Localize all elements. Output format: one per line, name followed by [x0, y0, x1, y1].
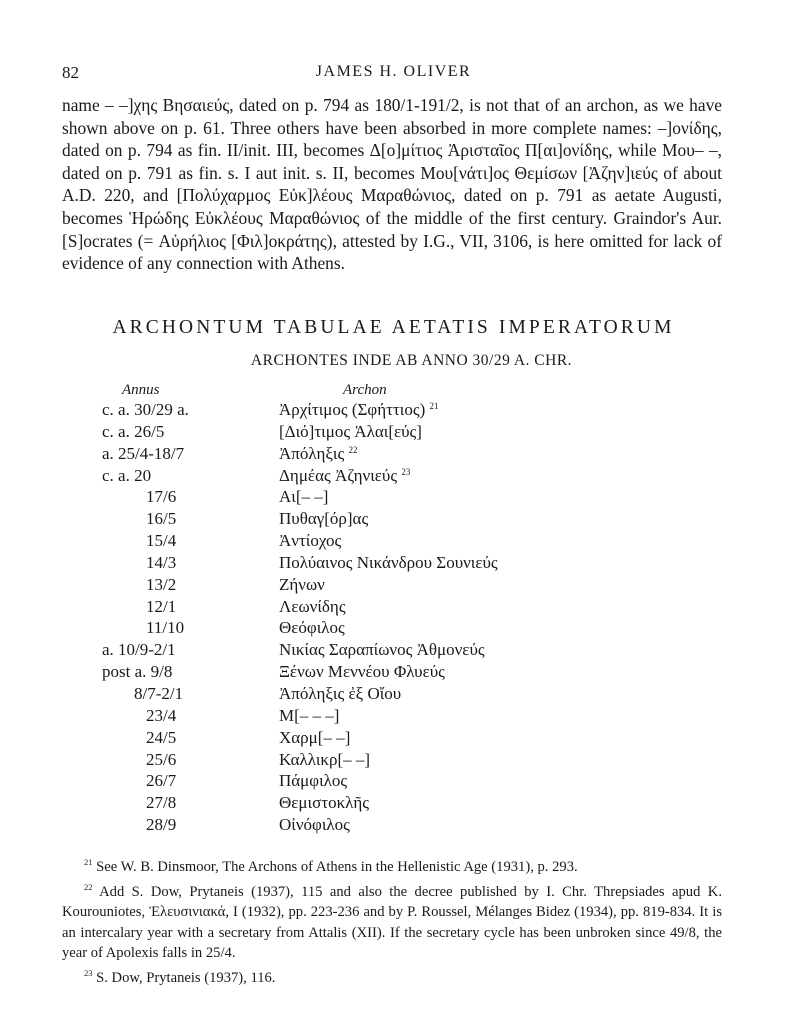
archon-cell: [279, 728, 350, 748]
annus-cell: c. a. 20: [102, 465, 152, 485]
archon-cell: [279, 815, 350, 835]
annus-cell: 12/1: [146, 596, 177, 616]
archon-name: Αι[– –]: [279, 487, 329, 507]
archon-name: Χαρμ[– –]: [279, 727, 351, 747]
archon-cell: [279, 553, 498, 573]
archon-cell: [279, 509, 368, 529]
footnote-ref: 23: [401, 466, 411, 477]
archon-name: Θεμιστοκλῆς: [279, 793, 370, 813]
archon-cell: [279, 487, 328, 507]
annus-cell: 25/6: [146, 749, 177, 769]
annus-cell: 11/10: [146, 618, 185, 638]
archon-name: Ἀντίοχος: [279, 531, 342, 551]
table-row: [0, 422, 787, 444]
running-head: JAMES H. OLIVER: [315, 63, 472, 80]
column-head-annus: Annus: [122, 382, 160, 398]
archon-cell: [279, 444, 357, 464]
archon-cell: [279, 466, 410, 486]
archon-name: Οἰνόφιλος: [279, 815, 350, 835]
archon-name: Πολύαινος Νικάνδρου Σουνιεύς: [279, 552, 498, 572]
body-text: [62, 94, 722, 275]
annus-cell: 27/8: [146, 793, 177, 813]
archon-cell: [279, 400, 439, 420]
annus-cell: 23/4: [146, 705, 177, 725]
table-row: [0, 575, 787, 597]
table-row: [0, 793, 787, 815]
archon-name: Ἀπόληξις ἐξ Οἴου: [279, 683, 402, 703]
footnote-text: See W. B. Dinsmoor, The Archons of Athens in the Hellenistic Age (1931), p. 293.: [92, 859, 578, 875]
archon-name: Ζήνων: [279, 574, 325, 594]
annus-cell: 26/7: [146, 771, 177, 791]
table-row: [0, 531, 787, 553]
footnote-text: Add S. Dow, Prytaneis (1937), 115 and also the decree published by I. Chr. Threpsiades apud K. Kourouniotes, Ἐλευσινιακά, I (1932), pp. 223-236 and by P. Roussel, Mélanges Bidez (1934), pp. 819-834. It is an intercalary year with a secretary from Attalis (XII). If the secretary cycle has been unbroken since 49/8, the year of Apolexis falls in 25/4.: [62, 884, 722, 961]
annus-cell: c. a. 26/5: [102, 421, 165, 441]
archon-name: Μ[– – –]: [279, 705, 340, 725]
footnote: [62, 877, 722, 963]
table-row: [0, 728, 787, 750]
column-head-archon: Archon: [343, 382, 387, 398]
annus-cell: 13/2: [146, 574, 177, 594]
annus-cell: 16/5: [146, 509, 177, 529]
annus-cell: a. 25/4-18/7: [102, 443, 185, 463]
body-paragraph: name – –]χης Βησαιεύς, dated on p. 794 as 180/1-191/2, is not that of an archon, as we have shown above on p. 61. Three others have been absorbed in more complete names: –]ονίδης, dated on p. 794 as fin. II/init. III, becomes Δ[ο]μίτιος Ἀρισταῖος Π[αι]ονίδης, while Μου– –, dated on p. 791 as fin. s. I aut init. s. II, becomes Μου[νάτι]ος Θεμίσων [Ἀζην]ιεύς of about A.D. 220, and [Πολύχαρμος Εὐκ]λέους Μαραθώνιος, dated on p. 791 as aetate Augusti, becomes Ἡρώδης Εὐκλέους Μαραθώνιος of the middle of the first century. Graindor's Aur. [S]ocrates (= Αὐρήλιος [Φιλ]οκράτης), attested by I.G., VII, 3106, is here omitted for lack of evidence of any connection with Athens.: [62, 95, 722, 274]
archon-cell: [279, 575, 325, 595]
table-row: [0, 597, 787, 619]
archon-name: Ἀπόληξις: [279, 443, 345, 463]
archon-name: [Διό]τιμος Ἁλαι[εύς]: [279, 421, 422, 441]
table-row: [0, 487, 787, 509]
table-row: [0, 684, 787, 706]
archon-table: [0, 400, 787, 837]
archon-cell: [279, 640, 485, 660]
annus-cell: post a. 9/8: [102, 662, 173, 682]
archon-name: Ἀρχίτιμος (Σφήττιος): [279, 400, 426, 419]
table-row: [0, 706, 787, 728]
footnote: [62, 963, 722, 988]
footnote-ref: 21: [429, 401, 439, 411]
archon-cell: [279, 706, 339, 726]
archon-name: Λεωνίδης: [279, 596, 346, 616]
annus-cell: c. a. 30/29 a.: [102, 400, 189, 419]
archon-cell: [279, 684, 401, 704]
section-title: ARCHONTUM TABULAE AETATIS IMPERATORUM: [112, 317, 675, 338]
archon-cell: [279, 662, 445, 682]
archon-cell: [279, 771, 347, 791]
footnotes: [62, 852, 722, 988]
annus-cell: a. 10/9-2/1: [102, 640, 176, 660]
annus-cell: 14/3: [146, 552, 177, 572]
table-row: [0, 750, 787, 772]
footnote-text: S. Dow, Prytaneis (1937), 116.: [92, 970, 276, 987]
table-row: [0, 400, 787, 422]
archon-name: Πυθαγ[όρ]ας: [279, 509, 369, 529]
archon-cell: [279, 750, 370, 770]
annus-cell: 24/5: [146, 727, 177, 747]
section-subtitle: ARCHONTES INDE AB ANNO 30/29 A. CHR.: [250, 352, 573, 369]
table-row: [0, 618, 787, 640]
table-row: [0, 640, 787, 662]
table-row: [0, 771, 787, 793]
archon-cell: [279, 422, 422, 442]
table-row: [0, 662, 787, 684]
footnote-number: 22: [84, 882, 93, 893]
table-row: [0, 444, 787, 466]
annus-cell: 17/6: [146, 487, 177, 507]
footnote-number: 21: [84, 857, 93, 867]
table-row: [0, 553, 787, 575]
archon-cell: [279, 618, 345, 638]
annus-cell: 28/9: [146, 815, 177, 835]
table-row: [0, 509, 787, 531]
annus-cell: 15/4: [146, 531, 177, 551]
table-row: [0, 466, 787, 488]
footnote-ref: 22: [348, 444, 358, 455]
archon-name: Νικίας Σαραπίωνος Ἀθμονεύς: [279, 640, 485, 660]
archon-cell: [279, 597, 346, 617]
archon-name: Ξένων Μεννέου Φλυεύς: [279, 662, 445, 682]
footnote-number: 23: [84, 968, 93, 979]
archon-name: Πάμφιλος: [279, 771, 348, 791]
table-row: [0, 815, 787, 837]
archon-cell: [279, 531, 341, 551]
archon-cell: [279, 793, 369, 813]
footnote: [62, 852, 722, 877]
archon-name: Δημέας Ἀζηνιεύς: [279, 465, 398, 485]
annus-cell: 8/7-2/1: [134, 683, 184, 703]
page-number: 82: [62, 63, 79, 82]
archon-name: Καλλικρ[– –]: [279, 749, 371, 769]
archon-name: Θεόφιλος: [279, 618, 345, 638]
